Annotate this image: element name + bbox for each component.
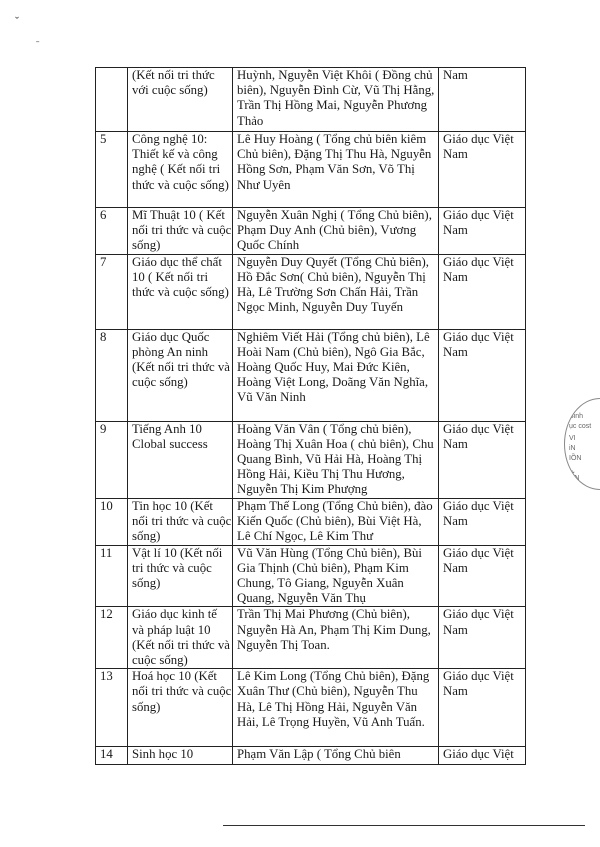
book-title: Giáo dục kinh tế và pháp luật 10 (Kết nối tri thức và cuộc sống) bbox=[128, 607, 233, 669]
seal-text: iN bbox=[569, 445, 576, 452]
row-number: 12 bbox=[96, 607, 128, 669]
table-row bbox=[96, 607, 526, 669]
book-publisher: Giáo dục Việt Nam bbox=[439, 421, 526, 498]
book-title: Tiếng Anh 10 Clobal success bbox=[128, 421, 233, 498]
book-authors: Lê Kim Long (Tổng Chủ biên), Đặng Xuân Thư (Chủ biên), Nguyễn Thu Hà, Lê Thị Hồng Hải, Nguyễn Văn Hải, Lê Trọng Huyền, Vũ Anh Tuấn. bbox=[233, 669, 439, 747]
table-row bbox=[96, 669, 526, 747]
book-publisher: Giáo dục Việt bbox=[439, 747, 526, 765]
row-number: 9 bbox=[96, 421, 128, 498]
book-publisher: Giáo dục Việt Nam bbox=[439, 132, 526, 208]
book-publisher: Giáo dục Việt Nam bbox=[439, 208, 526, 255]
book-authors: Nguyễn Xuân Nghị ( Tổng Chủ biên), Phạm Duy Anh (Chủ biên), Vương Quốc Chính bbox=[233, 208, 439, 255]
book-publisher: Giáo dục Việt Nam bbox=[439, 607, 526, 669]
table-row bbox=[96, 421, 526, 498]
book-authors: Nguyễn Duy Quyết (Tổng Chủ biên), Hồ Đắc Sơn( Chủ biên), Nguyễn Thị Hà, Lê Trường Sơn Chấn Hải, Trần Ngọc Minh, Nguyễn Duy Tuyến bbox=[233, 254, 439, 329]
row-number: 14 bbox=[96, 747, 128, 765]
table-row bbox=[96, 208, 526, 255]
row-number: 5 bbox=[96, 132, 128, 208]
table-row bbox=[96, 254, 526, 329]
seal-text: ON bbox=[569, 475, 580, 482]
row-number: 13 bbox=[96, 669, 128, 747]
book-authors: Lê Huy Hoàng ( Tổng chủ biên kiêm Chủ biên), Đặng Thị Thu Hà, Nguyễn Hồng Sơn, Phạm Văn Sơn, Võ Thị Như Uyên bbox=[233, 132, 439, 208]
book-title: Giáo dục thể chất 10 ( Kết nối tri thức và cuộc sống) bbox=[128, 254, 233, 329]
footer-rule bbox=[223, 825, 585, 826]
book-authors: Huỳnh, Nguyễn Việt Khôi ( Đồng chủ biên), Nguyễn Đình Cừ, Vũ Thị Hằng, Trần Thị Hồng Mai, Nguyễn Phương Thảo bbox=[233, 68, 439, 132]
book-publisher: Giáo dục Việt Nam bbox=[439, 669, 526, 747]
seal-text: ★ bbox=[569, 470, 576, 477]
book-publisher: Giáo dục Việt Nam bbox=[439, 329, 526, 421]
book-title: Mĩ Thuật 10 ( Kết nối tri thức và cuộc sống) bbox=[128, 208, 233, 255]
table-row bbox=[96, 498, 526, 545]
textbook-table bbox=[95, 67, 526, 765]
row-number bbox=[96, 68, 128, 132]
seal-text: Sinh bbox=[569, 413, 584, 420]
row-number: 7 bbox=[96, 254, 128, 329]
book-authors: Phạm Thế Long (Tổng Chủ biên), đào Kiến Quốc (Chủ biên), Bùi Việt Hà, Lê Chí Ngọc, Lê Kim Thư bbox=[233, 498, 439, 545]
book-title: Sinh học 10 bbox=[128, 747, 233, 765]
book-publisher: Giáo dục Việt Nam bbox=[439, 545, 526, 607]
book-authors: Trần Thị Mai Phương (Chủ biên), Nguyễn Hà An, Phạm Thị Kim Dung, Nguyễn Thị Toan. bbox=[233, 607, 439, 669]
row-number: 6 bbox=[96, 208, 128, 255]
table-row bbox=[96, 68, 526, 132]
book-authors: Phạm Văn Lập ( Tổng Chủ biên bbox=[233, 747, 439, 765]
book-publisher: Nam bbox=[439, 68, 526, 132]
table-row bbox=[96, 132, 526, 208]
scan-mark: ˇ bbox=[15, 14, 19, 28]
seal-text: ục cost bbox=[569, 423, 592, 430]
seal-text: VI bbox=[569, 435, 576, 442]
table-row bbox=[96, 329, 526, 421]
book-authors: Vũ Văn Hùng (Tổng Chủ biên), Bùi Gia Thịnh (Chủ biên), Phạm Kim Chung, Tô Giang, Nguyễn Xuân Quang, Nguyễn Văn Thụ bbox=[233, 545, 439, 607]
book-title: (Kết nối tri thức với cuộc sống) bbox=[128, 68, 233, 132]
table-row bbox=[96, 545, 526, 607]
scan-mark-small: ˗ bbox=[36, 36, 40, 47]
book-title: Giáo dục Quốc phòng An ninh (Kết nối tri thức và cuộc sống) bbox=[128, 329, 233, 421]
row-number: 11 bbox=[96, 545, 128, 607]
book-title: Vật lí 10 (Kết nối tri thức và cuộc sống) bbox=[128, 545, 233, 607]
seal-text: TL bbox=[569, 403, 578, 410]
row-number: 8 bbox=[96, 329, 128, 421]
book-title: Công nghệ 10: Thiết kế và công nghệ ( Kết nối tri thức và cuộc sống) bbox=[128, 132, 233, 208]
book-authors: Nghiêm Viết Hải (Tổng chủ biên), Lê Hoài Nam (Chủ biên), Ngô Gia Bắc, Hoàng Quốc Huy, Mai Đức Kiên, Hoàng Việt Long, Doãng Văn Nghĩa, Vũ Văn Ninh bbox=[233, 329, 439, 421]
book-publisher: Giáo dục Việt Nam bbox=[439, 498, 526, 545]
table-row bbox=[96, 747, 526, 765]
row-number: 10 bbox=[96, 498, 128, 545]
book-authors: Hoàng Văn Vân ( Tổng chủ biên), Hoàng Thị Xuân Hoa ( chủ biên), Chu Quang Bình, Vũ Hải Hà, Hoàng Thị Hồng Hải, Kiều Thị Thu Hương, Nguyễn Thị Kim Phượng bbox=[233, 421, 439, 498]
book-title: Hoá học 10 (Kết nối tri thức và cuộc sống) bbox=[128, 669, 233, 747]
book-publisher: Giáo dục Việt Nam bbox=[439, 254, 526, 329]
book-title: Tin học 10 (Kết nối tri thức và cuộc sống) bbox=[128, 498, 233, 545]
seal-text: IỒN bbox=[569, 455, 582, 462]
official-seal bbox=[564, 398, 600, 490]
